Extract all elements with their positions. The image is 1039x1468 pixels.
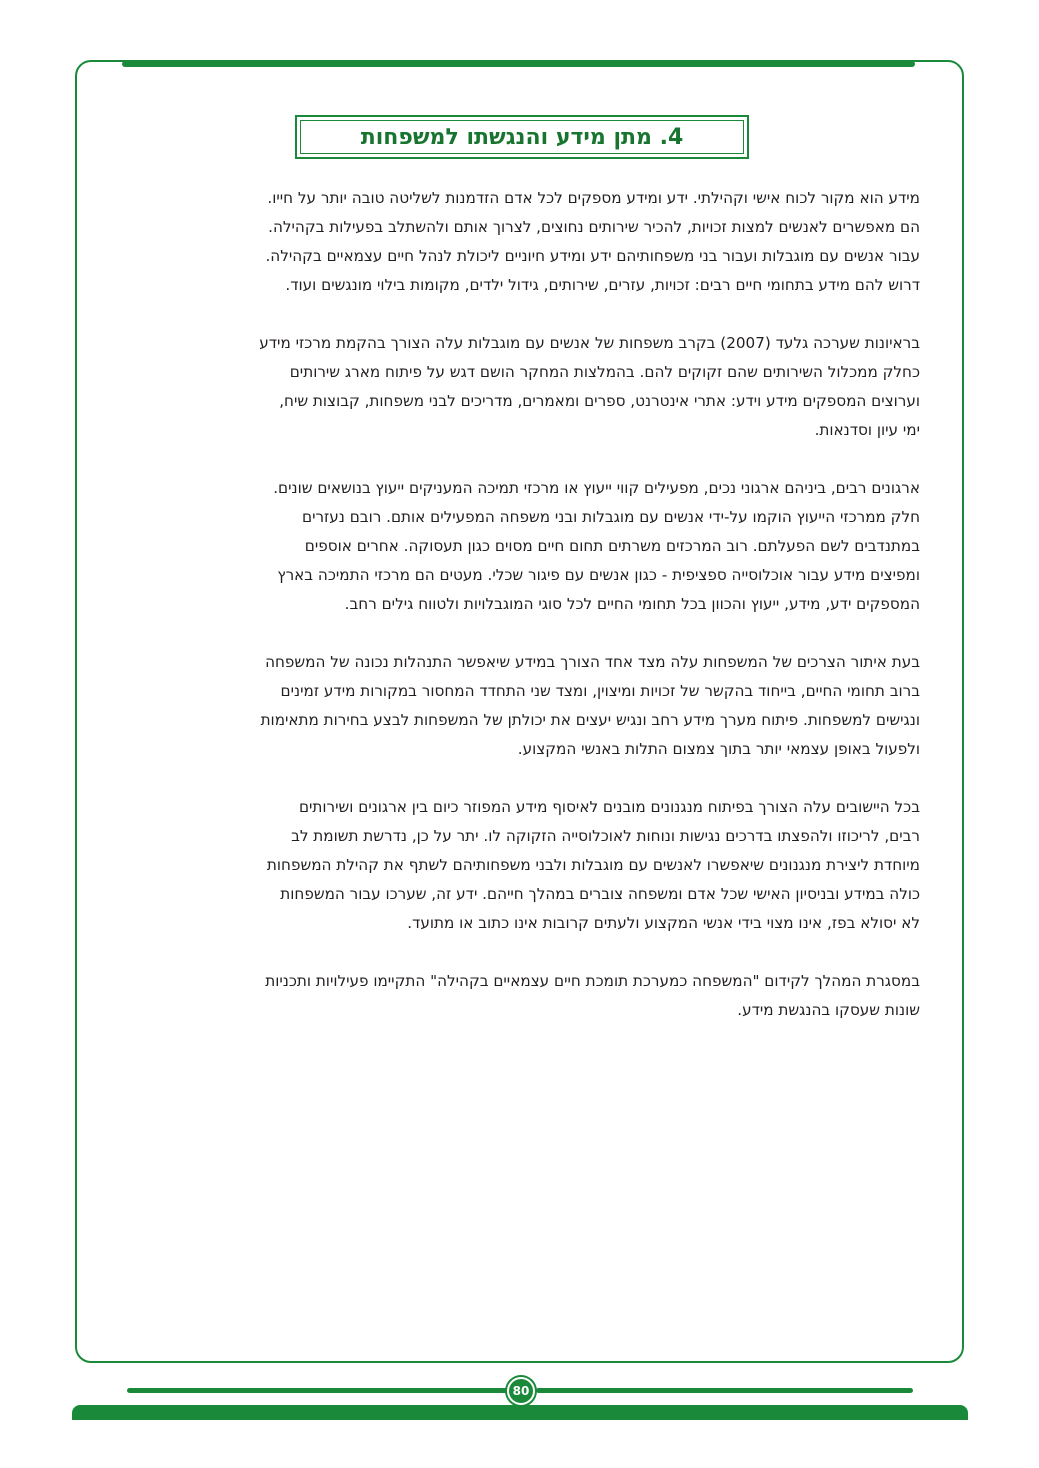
text-line: ולפעול באופן עצמאי יותר בתוך צמצום התלות באנשי המקצוע. <box>517 740 920 758</box>
text-line: בכל היישובים עלה הצורך בפיתוח מנגנונים מובנים לאיסוף מידע המפוזר כיום בין ארגונים ושירותים <box>298 798 920 816</box>
section-title: 4. מתן מידע והנגשתו למשפחות <box>360 124 684 150</box>
text-line: ארגונים רבים, ביניהם ארגוני נכים, מפעילים קווי ייעוץ או מרכזי תמיכה המעניקים ייעוץ בנושאים שונים. <box>273 479 920 497</box>
text-line: חלק ממרכזי הייעוץ הוקמו על-ידי אנשים עם מוגבלות ובני משפחה המפעילים אותם. רובם נעזרים <box>302 508 920 526</box>
text-line: ומפיצים מידע עבור אוכלוסייה ספציפית - כגון אנשים עם פיגור שכלי. מעטים הם מרכזי התמיכה בארץ <box>277 566 920 584</box>
paragraph <box>120 967 920 1025</box>
text-line: בראיונות שערכה גלעד (2007) בקרב משפחות של אנשים עם מוגבלות עלה הצורך בהקמת מרכזי מידע <box>259 334 920 352</box>
section-title-box <box>295 115 749 159</box>
paragraph <box>120 474 920 619</box>
body-text <box>120 184 920 1054</box>
text-line: הם מאפשרים לאנשים למצות זכויות, להכיר שירותים נחוצים, לצרוך אותם ולהשתלב בפעילות בקהילה. <box>268 218 920 236</box>
text-line: רבים, לריכוזו ולהפצתו בדרכים נגישות ונוחות לאוכלוסייה הזקוקה לו. יתר על כן, נדרשת תשומת לב <box>291 827 920 845</box>
paragraph <box>120 184 920 300</box>
paragraph <box>120 648 920 764</box>
text-line: עבור אנשים עם מוגבלות ועבור בני משפחותיהם ידע ומידע חיוניים ליכולת לנהל חיים עצמאיים בקהילה. <box>265 247 920 265</box>
text-line: כולה במידע ובניסיון האישי שכל אדם ומשפחה צוברים במהלך חייהם. ידע זה, שערכו עבור המשפחות <box>280 885 920 903</box>
paragraph <box>120 793 920 938</box>
text-line: כחלק ממכלול השירותים שהם זקוקים להם. בהמלצות המחקר הושם דגש על פיתוח מארג שירותים <box>289 363 920 381</box>
footer-rule-right <box>536 1388 913 1393</box>
text-line: שונות שעסקו בהנגשת מידע. <box>737 1001 920 1019</box>
text-line: במסגרת המהלך לקידום "המשפחה כמערכת תומכת חיים עצמאיים בקהילה" התקיימו פעילויות ותכניות <box>265 972 920 990</box>
page-number: 80 <box>507 1377 535 1405</box>
text-line: במתנדבים לשם הפעלתם. רוב המרכזים משרתים תחום חיים מסוים כגון תעסוקה. אחרים אוספים <box>304 537 920 555</box>
section-title-inner <box>300 120 744 154</box>
text-line: וערוצים המספקים מידע וידע: אתרי אינטרנט, ספרים ומאמרים, מדריכים לבני משפחות, קבוצות שיח, <box>279 392 920 410</box>
text-line: לא יסולא בפז, אינו מצוי בידי אנשי המקצוע ולעתים קרובות אינו כתוב או מתועד. <box>407 914 920 932</box>
text-line: מידע הוא מקור לכוח אישי וקהילתי. ידע ומידע מספקים לכל אדם הזדמנות לשליטה טובה יותר על חייו. <box>267 189 920 207</box>
text-line: מיוחדת ליצירת מנגנונים שיאפשרו לאנשים עם מוגבלות ולבני משפחותיהם לשתף את קהילת המשפחות <box>266 856 920 874</box>
paragraph <box>120 329 920 445</box>
text-line: דרוש להם מידע בתחומי חיים רבים: זכויות, עזרים, שירותים, גידול ילדים, מקומות בילוי מונגשים ועוד. <box>285 276 920 294</box>
footer-rule-left <box>127 1388 508 1393</box>
text-line: בעת איתור הצרכים של המשפחות עלה מצד אחד הצורך במידע שיאפשר התנהלות נכונה של המשפחה <box>265 653 920 671</box>
text-line: ברוב תחומי החיים, בייחוד בהקשר של זכויות ומיצוין, ומצד שני התחדד המחסור במקורות מידע זמינים <box>280 682 920 700</box>
text-line: ימי עיון וסדנאות. <box>814 421 920 439</box>
text-line: ונגישים למשפחות. פיתוח מערך מידע רחב ונגיש יעצים את יכולתן של המשפחות לבצע בחירות מתאימות <box>260 711 920 729</box>
top-rule <box>122 61 915 67</box>
footer-band <box>72 1405 968 1420</box>
text-line: המספקים ידע, מידע, ייעוץ והכוון בכל תחומי החיים לכל סוגי המוגבלויות ולטווח גילים רחב. <box>344 595 920 613</box>
